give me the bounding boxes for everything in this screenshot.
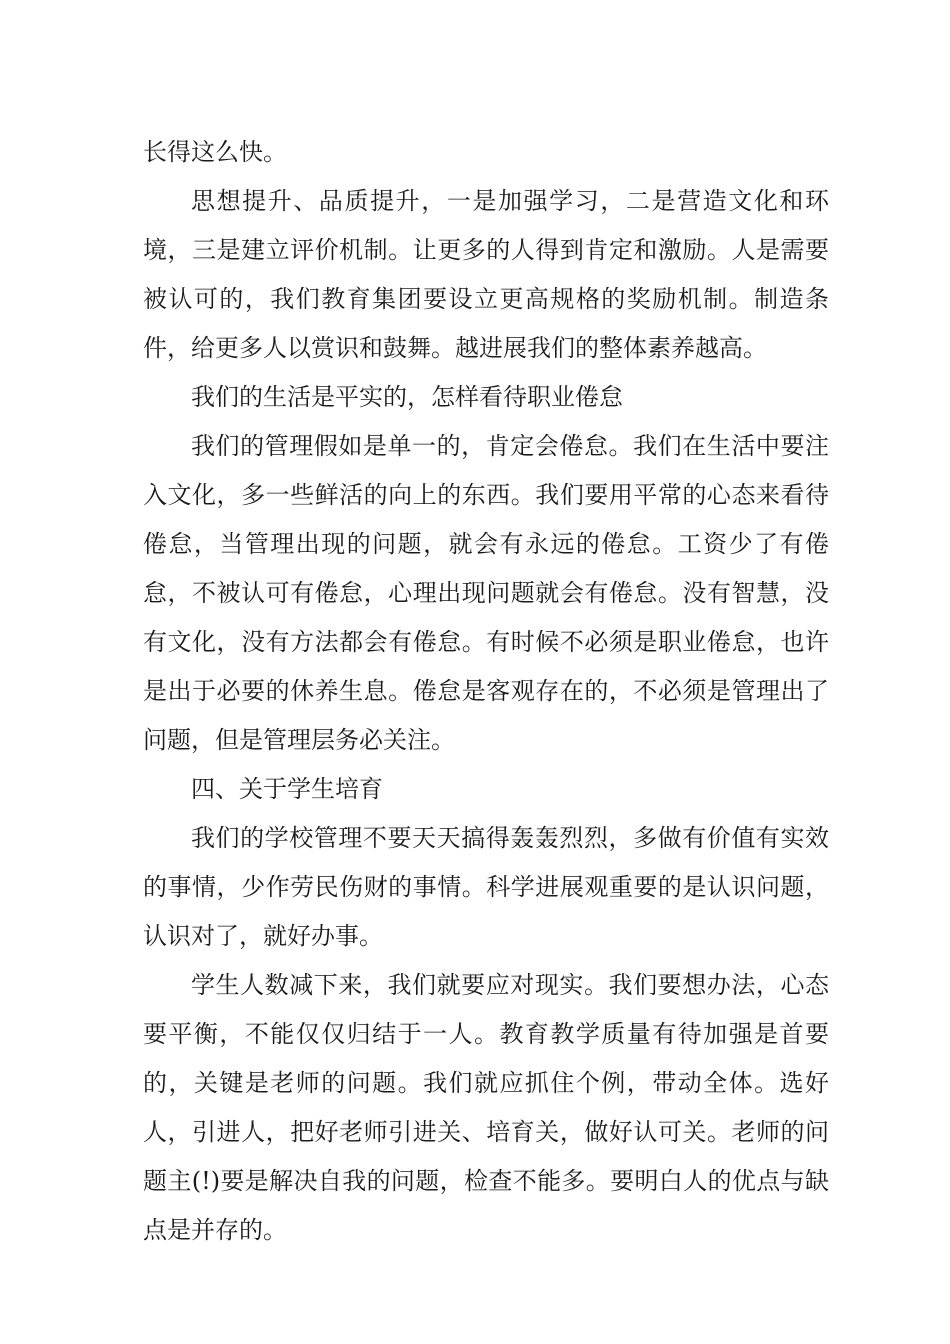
paragraph-heading-burnout: 我们的生活是平实的，怎样看待职业倦怠 [191, 383, 623, 411]
section-heading-student-training: 四、关于学生培育 [191, 775, 383, 803]
paragraph-continuation: 长得这么快。 [143, 138, 287, 166]
document-body [143, 128, 829, 1255]
paragraph-burnout: 我们的管理假如是单一的，肯定会倦怠。我们在生活中要注入文化，多一些鲜活的向上的东西。我们要用平常的心态来看待倦怠，当管理出现的问题，就会有永远的倦怠。工资少了有倦怠，不被认可有倦怠，心理出现问题就会有倦怠。没有智慧，没有文化，没有方法都会有倦怠。有时候不必须是职业倦怠，也许是出于必要的休养生息。倦怠是客观存在的，不必须是管理出了问题，但是管理层务必关注。 [143, 432, 829, 754]
paragraph-student-numbers: 学生人数减下来，我们就要应对现实。我们要想办法，心态要平衡，不能仅仅归结于一人。教育教学质量有待加强是首要的，关键是老师的问题。我们就应抓住个例，带动全体。选好人，引进人，把好老师引进关、培育关，做好认可关。老师的问题主(!)要是解决自我的问题，检查不能多。要明白人的优点与缺点是并存的。 [143, 971, 829, 1244]
paragraph-improvement: 思想提升、品质提升，一是加强学习，二是营造文化和环境，三是建立评价机制。让更多的人得到肯定和激励。人是需要被认可的，我们教育集团要设立更高规格的奖励机制。制造条件，给更多人以赏识和鼓舞。越进展我们的整体素养越高。 [143, 187, 829, 362]
paragraph-school-management: 我们的学校管理不要天天搞得轰轰烈烈，多做有价值有实效的事情，少作劳民伤财的事情。科学进展观重要的是认识问题，认识对了，就好办事。 [143, 824, 829, 950]
